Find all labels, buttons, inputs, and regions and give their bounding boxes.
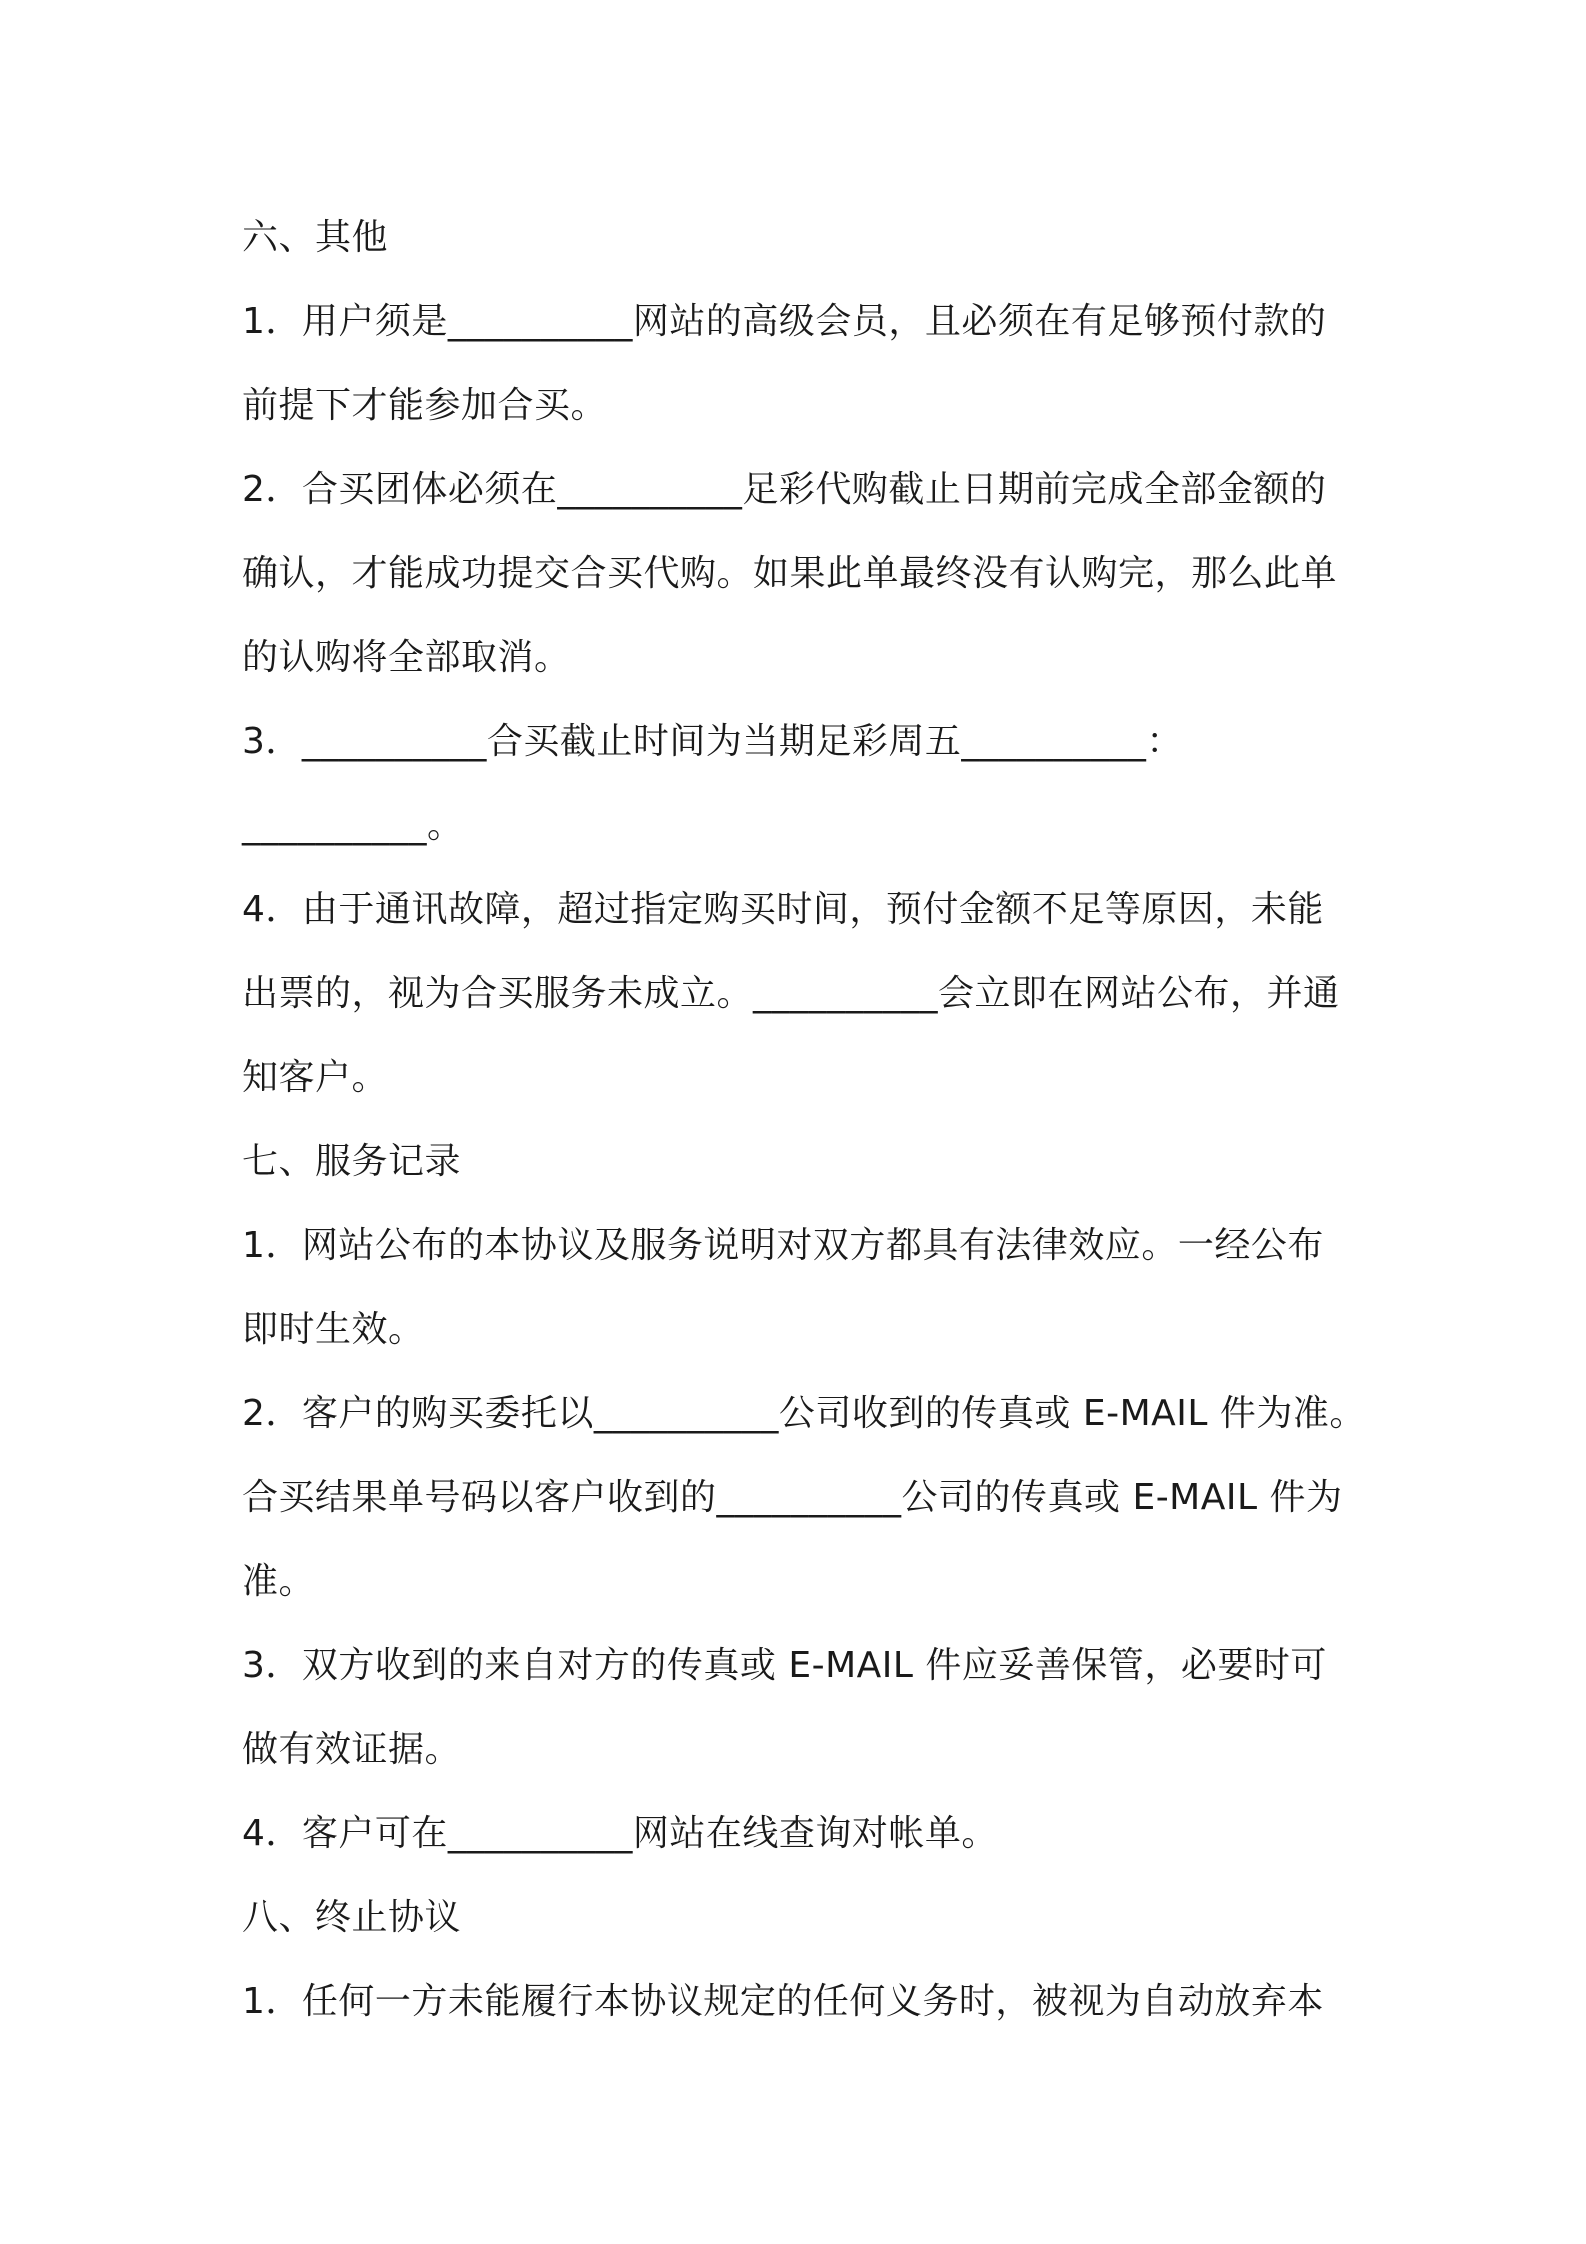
- paragraph-line: 做有效证据。: [242, 1729, 462, 1770]
- paragraph-line: 准。: [242, 1561, 316, 1602]
- paragraph-line: 1．网站公布的本协议及服务说明对双方都具有法律效应。一经公布: [242, 1225, 1324, 1266]
- paragraph-line: 即时生效。: [242, 1309, 425, 1350]
- paragraph-line: 确认，才能成功提交合买代购。如果此单最终没有认购完，那么此单: [242, 553, 1338, 594]
- paragraph-line: 前提下才能参加合买。: [242, 385, 608, 426]
- paragraph-line: 1．用户须是__________网站的高级会员，且必须在有足够预付款的: [242, 301, 1327, 342]
- paragraph-line: 2．合买团体必须在__________足彩代购截止日期前完成全部金额的: [242, 469, 1327, 510]
- paragraph-line: 4．由于通讯故障，超过指定购买时间，预付金额不足等原因，未能: [242, 889, 1324, 930]
- paragraph-line: 知客户。: [242, 1057, 389, 1098]
- paragraph-line: 1．任何一方未能履行本协议规定的任何义务时，被视为自动放弃本: [242, 1981, 1324, 2022]
- document-body: [242, 196, 1382, 2044]
- section-heading-service-records: 七、服务记录: [242, 1141, 462, 1182]
- paragraph-line: 3．__________合买截止时间为当期足彩周五__________：: [242, 721, 1183, 762]
- paragraph-line: 出票的，视为合买服务未成立。__________会立即在网站公布，并通: [242, 973, 1340, 1014]
- paragraph-line: 4．客户可在__________网站在线查询对帐单。: [242, 1813, 998, 1854]
- paragraph-line: 2．客户的购买委托以__________公司收到的传真或 E-MAIL 件为准。: [242, 1393, 1366, 1434]
- paragraph-line: 3．双方收到的来自对方的传真或 E-MAIL 件应妥善保管，必要时可: [242, 1645, 1327, 1686]
- section-heading-other: 六、其他: [242, 217, 389, 258]
- paragraph-line: 合买结果单号码以客户收到的__________公司的传真或 E-MAIL 件为: [242, 1477, 1343, 1518]
- section-heading-termination: 八、终止协议: [242, 1897, 462, 1938]
- paragraph-line: __________。: [242, 805, 464, 846]
- paragraph-line: 的认购将全部取消。: [242, 637, 571, 678]
